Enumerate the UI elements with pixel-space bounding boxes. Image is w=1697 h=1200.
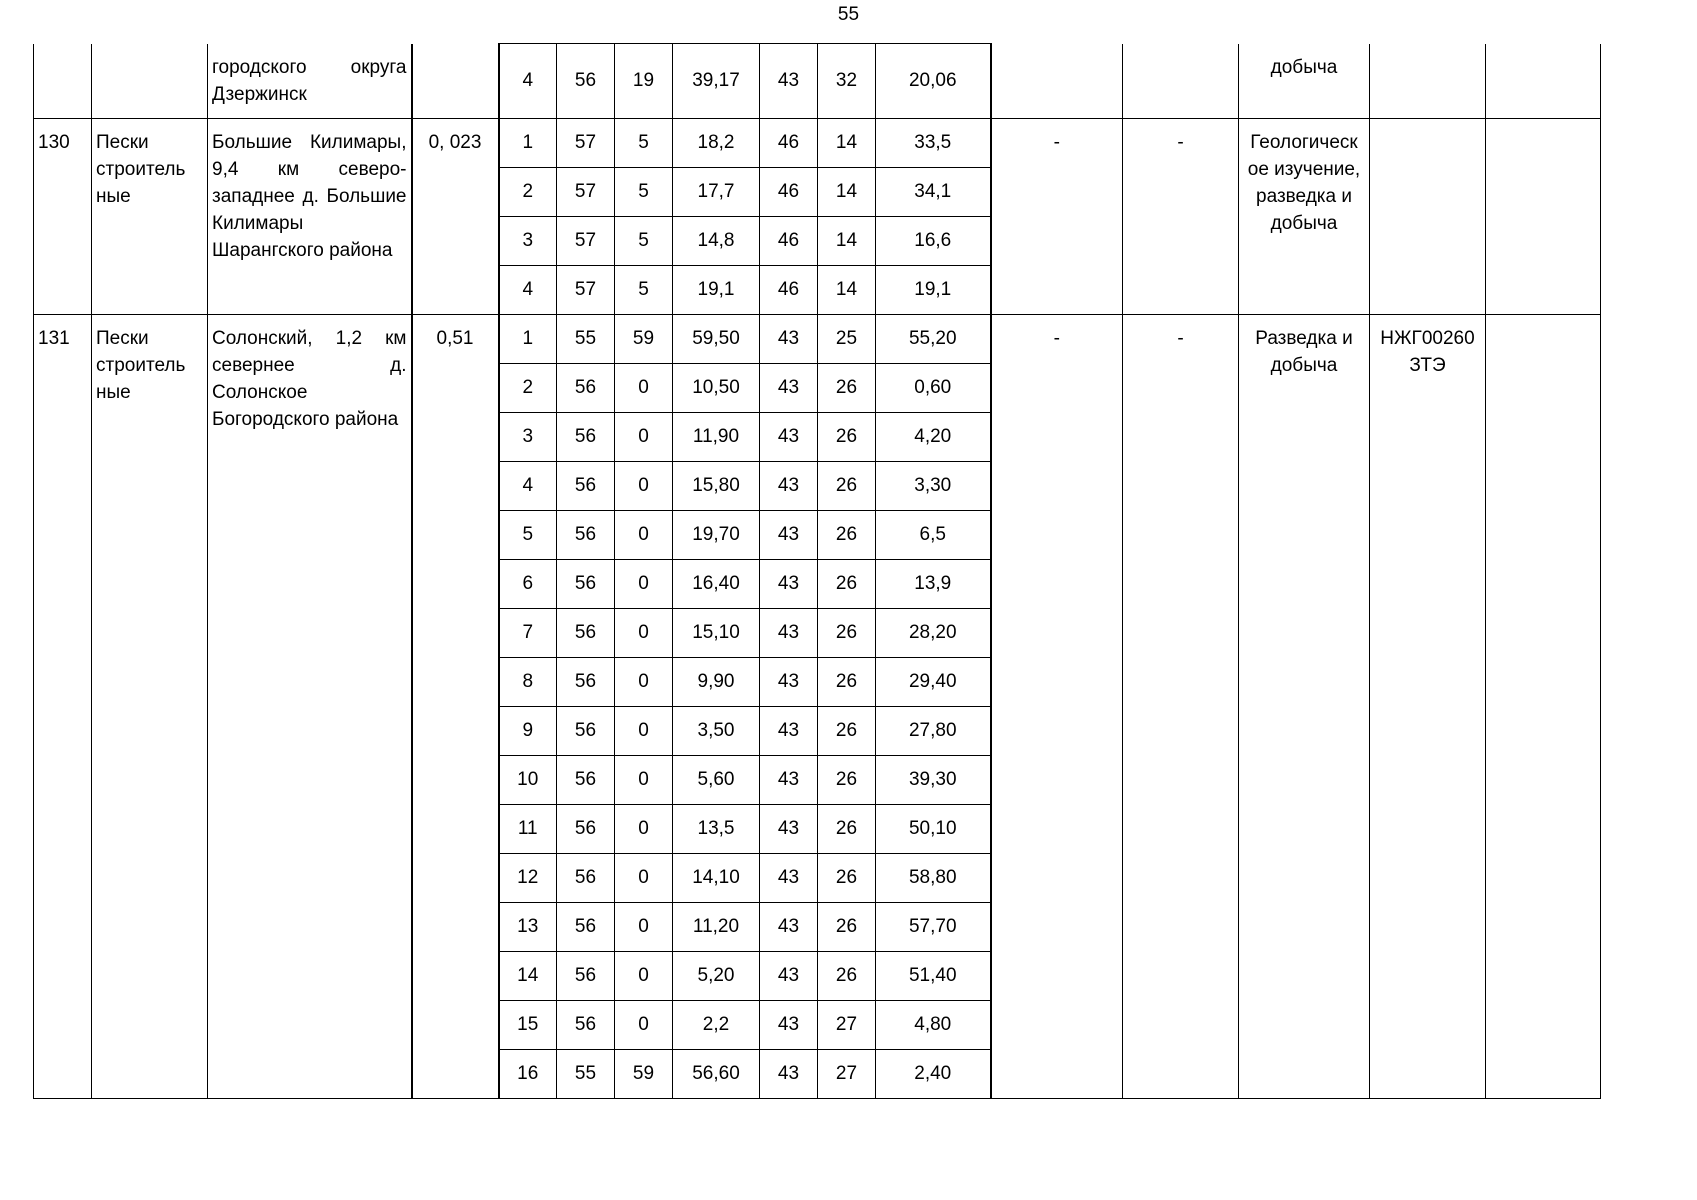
- col-b-cell: -: [1123, 315, 1239, 1099]
- area-cell: 0, 023: [412, 119, 499, 315]
- lat-sec-cell: 15,10: [673, 609, 760, 658]
- lat-min-cell: 59: [615, 1050, 673, 1099]
- lat-sec-cell: 59,50: [673, 315, 760, 364]
- lon-min-cell: 14: [818, 217, 876, 266]
- point-number-cell: 3: [499, 217, 557, 266]
- lon-deg-cell: 43: [760, 658, 818, 707]
- lat-deg-cell: 56: [557, 1001, 615, 1050]
- lon-min-cell: 32: [818, 44, 876, 119]
- lon-sec-cell: 3,30: [876, 462, 991, 511]
- lat-deg-cell: 56: [557, 609, 615, 658]
- number-cell: 131: [34, 315, 92, 1099]
- lon-sec-cell: 50,10: [876, 805, 991, 854]
- lon-sec-cell: 29,40: [876, 658, 991, 707]
- lat-min-cell: 0: [615, 609, 673, 658]
- lon-deg-cell: 43: [760, 707, 818, 756]
- lon-deg-cell: 46: [760, 217, 818, 266]
- point-number-cell: 13: [499, 903, 557, 952]
- lat-sec-cell: 14,8: [673, 217, 760, 266]
- point-number-cell: 11: [499, 805, 557, 854]
- lat-min-cell: 0: [615, 1001, 673, 1050]
- lon-sec-cell: 58,80: [876, 854, 991, 903]
- lon-sec-cell: 19,1: [876, 266, 991, 315]
- lon-min-cell: 26: [818, 805, 876, 854]
- point-number-cell: 4: [499, 266, 557, 315]
- point-number-cell: 8: [499, 658, 557, 707]
- lon-deg-cell: 43: [760, 1001, 818, 1050]
- lat-min-cell: 0: [615, 805, 673, 854]
- lat-min-cell: 59: [615, 315, 673, 364]
- lon-min-cell: 14: [818, 119, 876, 168]
- mineral-cell: [92, 44, 208, 119]
- purpose-cell: Разведка и добыча: [1239, 315, 1370, 1099]
- license-cell: [1370, 44, 1486, 119]
- lon-deg-cell: 43: [760, 1050, 818, 1099]
- lat-min-cell: 19: [615, 44, 673, 119]
- lon-min-cell: 26: [818, 903, 876, 952]
- lon-min-cell: 26: [818, 560, 876, 609]
- lon-sec-cell: 28,20: [876, 609, 991, 658]
- point-number-cell: 15: [499, 1001, 557, 1050]
- lon-min-cell: 26: [818, 658, 876, 707]
- lat-deg-cell: 57: [557, 168, 615, 217]
- point-number-cell: 12: [499, 854, 557, 903]
- lon-sec-cell: 34,1: [876, 168, 991, 217]
- lat-deg-cell: 56: [557, 44, 615, 119]
- point-number-cell: 4: [499, 44, 557, 119]
- lon-deg-cell: 43: [760, 315, 818, 364]
- lon-deg-cell: 43: [760, 805, 818, 854]
- table-row: [34, 119, 1601, 168]
- mineral-cell: Пески строитель ные: [92, 315, 208, 1099]
- lat-sec-cell: 2,2: [673, 1001, 760, 1050]
- lat-min-cell: 0: [615, 756, 673, 805]
- lon-min-cell: 26: [818, 707, 876, 756]
- lon-deg-cell: 46: [760, 119, 818, 168]
- note-cell: [1486, 44, 1601, 119]
- lon-deg-cell: 43: [760, 854, 818, 903]
- point-number-cell: 1: [499, 315, 557, 364]
- lon-min-cell: 26: [818, 854, 876, 903]
- mineral-cell: Пески строитель ные: [92, 119, 208, 315]
- lat-sec-cell: 56,60: [673, 1050, 760, 1099]
- lon-deg-cell: 43: [760, 462, 818, 511]
- point-number-cell: 16: [499, 1050, 557, 1099]
- lat-sec-cell: 9,90: [673, 658, 760, 707]
- lon-min-cell: 26: [818, 511, 876, 560]
- point-number-cell: 2: [499, 364, 557, 413]
- lon-sec-cell: 33,5: [876, 119, 991, 168]
- lat-deg-cell: 56: [557, 462, 615, 511]
- lat-sec-cell: 5,60: [673, 756, 760, 805]
- lon-deg-cell: 46: [760, 168, 818, 217]
- lat-deg-cell: 56: [557, 854, 615, 903]
- area-cell: [412, 44, 499, 119]
- lon-sec-cell: 51,40: [876, 952, 991, 1001]
- lat-sec-cell: 3,50: [673, 707, 760, 756]
- note-cell: [1486, 315, 1601, 1099]
- lat-deg-cell: 56: [557, 364, 615, 413]
- lat-min-cell: 0: [615, 952, 673, 1001]
- lon-sec-cell: 0,60: [876, 364, 991, 413]
- lat-sec-cell: 19,70: [673, 511, 760, 560]
- lon-min-cell: 27: [818, 1001, 876, 1050]
- note-cell: [1486, 119, 1601, 315]
- lat-sec-cell: 13,5: [673, 805, 760, 854]
- point-number-cell: 10: [499, 756, 557, 805]
- lon-min-cell: 26: [818, 609, 876, 658]
- lon-deg-cell: 43: [760, 756, 818, 805]
- lon-min-cell: 26: [818, 413, 876, 462]
- lon-min-cell: 14: [818, 266, 876, 315]
- lat-deg-cell: 57: [557, 119, 615, 168]
- lat-min-cell: 0: [615, 511, 673, 560]
- lat-sec-cell: 15,80: [673, 462, 760, 511]
- location-cell: Большие Килимары, 9,4 км северо-западнее д. Большие Килимары Шарангского района: [208, 119, 412, 315]
- lat-min-cell: 0: [615, 658, 673, 707]
- lat-deg-cell: 56: [557, 952, 615, 1001]
- lon-min-cell: 26: [818, 952, 876, 1001]
- lon-sec-cell: 2,40: [876, 1050, 991, 1099]
- lat-sec-cell: 19,1: [673, 266, 760, 315]
- lon-deg-cell: 43: [760, 511, 818, 560]
- lat-sec-cell: 17,7: [673, 168, 760, 217]
- license-cell: НЖГ00260 ЗТЭ: [1370, 315, 1486, 1099]
- lon-sec-cell: 6,5: [876, 511, 991, 560]
- deposits-table: [33, 43, 1601, 1099]
- lon-min-cell: 26: [818, 756, 876, 805]
- table-row: [34, 44, 1601, 119]
- lat-deg-cell: 57: [557, 217, 615, 266]
- lat-min-cell: 0: [615, 903, 673, 952]
- lat-min-cell: 5: [615, 119, 673, 168]
- lat-deg-cell: 56: [557, 805, 615, 854]
- lon-min-cell: 26: [818, 462, 876, 511]
- area-cell: 0,51: [412, 315, 499, 1099]
- lon-deg-cell: 43: [760, 609, 818, 658]
- lat-min-cell: 0: [615, 560, 673, 609]
- lat-sec-cell: 5,20: [673, 952, 760, 1001]
- point-number-cell: 3: [499, 413, 557, 462]
- lat-sec-cell: 11,90: [673, 413, 760, 462]
- lon-min-cell: 14: [818, 168, 876, 217]
- lat-sec-cell: 11,20: [673, 903, 760, 952]
- lat-deg-cell: 55: [557, 315, 615, 364]
- lon-min-cell: 25: [818, 315, 876, 364]
- point-number-cell: 4: [499, 462, 557, 511]
- lat-deg-cell: 56: [557, 707, 615, 756]
- purpose-cell: Геологическ ое изучение, разведка и добыча: [1239, 119, 1370, 315]
- lon-sec-cell: 20,06: [876, 44, 991, 119]
- col-a-cell: -: [991, 119, 1123, 315]
- lat-sec-cell: 16,40: [673, 560, 760, 609]
- lat-deg-cell: 56: [557, 560, 615, 609]
- lon-sec-cell: 4,80: [876, 1001, 991, 1050]
- point-number-cell: 1: [499, 119, 557, 168]
- lon-deg-cell: 43: [760, 44, 818, 119]
- lon-sec-cell: 16,6: [876, 217, 991, 266]
- lat-min-cell: 0: [615, 413, 673, 462]
- col-b-cell: -: [1123, 119, 1239, 315]
- lon-sec-cell: 55,20: [876, 315, 991, 364]
- point-number-cell: 14: [499, 952, 557, 1001]
- lon-deg-cell: 43: [760, 952, 818, 1001]
- col-b-cell: [1123, 44, 1239, 119]
- lat-deg-cell: 57: [557, 266, 615, 315]
- lon-deg-cell: 43: [760, 364, 818, 413]
- location-cell: Солонский, 1,2 км севернее д. Солонское Богородского района: [208, 315, 412, 1099]
- point-number-cell: 2: [499, 168, 557, 217]
- col-a-cell: [991, 44, 1123, 119]
- lon-min-cell: 27: [818, 1050, 876, 1099]
- location-cell: городского округа Дзержинск: [208, 44, 412, 119]
- lat-sec-cell: 10,50: [673, 364, 760, 413]
- lon-deg-cell: 43: [760, 413, 818, 462]
- point-number-cell: 7: [499, 609, 557, 658]
- lat-deg-cell: 56: [557, 658, 615, 707]
- lat-deg-cell: 56: [557, 511, 615, 560]
- page-number: 55: [837, 4, 860, 25]
- lat-min-cell: 5: [615, 217, 673, 266]
- number-cell: [34, 44, 92, 119]
- lat-min-cell: 5: [615, 266, 673, 315]
- lat-deg-cell: 56: [557, 756, 615, 805]
- lat-deg-cell: 56: [557, 413, 615, 462]
- purpose-cell: добыча: [1239, 44, 1370, 119]
- point-number-cell: 5: [499, 511, 557, 560]
- lat-sec-cell: 14,10: [673, 854, 760, 903]
- lon-deg-cell: 46: [760, 266, 818, 315]
- lon-deg-cell: 43: [760, 903, 818, 952]
- license-cell: [1370, 119, 1486, 315]
- lat-min-cell: 5: [615, 168, 673, 217]
- point-number-cell: 9: [499, 707, 557, 756]
- point-number-cell: 6: [499, 560, 557, 609]
- lon-min-cell: 26: [818, 364, 876, 413]
- lat-deg-cell: 56: [557, 903, 615, 952]
- col-a-cell: -: [991, 315, 1123, 1099]
- lon-sec-cell: 27,80: [876, 707, 991, 756]
- lat-min-cell: 0: [615, 707, 673, 756]
- number-cell: 130: [34, 119, 92, 315]
- lat-min-cell: 0: [615, 364, 673, 413]
- lat-deg-cell: 55: [557, 1050, 615, 1099]
- lat-sec-cell: 18,2: [673, 119, 760, 168]
- lon-sec-cell: 57,70: [876, 903, 991, 952]
- lon-sec-cell: 4,20: [876, 413, 991, 462]
- lon-sec-cell: 39,30: [876, 756, 991, 805]
- lon-deg-cell: 43: [760, 560, 818, 609]
- lon-sec-cell: 13,9: [876, 560, 991, 609]
- lat-sec-cell: 39,17: [673, 44, 760, 119]
- lat-min-cell: 0: [615, 462, 673, 511]
- lat-min-cell: 0: [615, 854, 673, 903]
- table-row: [34, 315, 1601, 364]
